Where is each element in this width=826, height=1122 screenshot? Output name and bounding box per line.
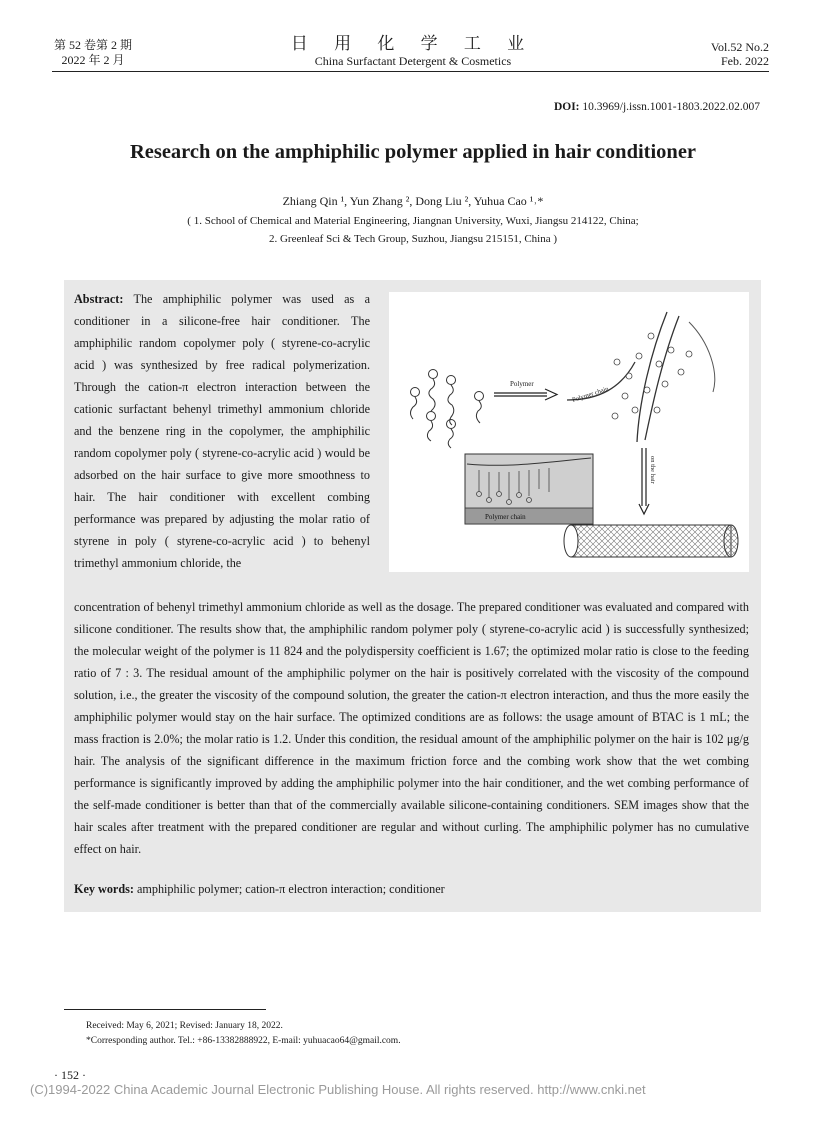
cation-circle [411,388,420,397]
abstract-column [74,288,370,574]
journal-title [260,34,566,69]
graphical-abstract-svg [389,292,749,572]
date-en: Feb. 2022 [721,54,769,68]
cation-circle [447,376,456,385]
abstract-label: Abstract: [74,292,124,306]
footnote-received: Received: May 6, 2021; Revised: January 18, 2022. [86,1021,283,1031]
cation-circle [427,412,436,421]
keywords-label: Key words: [74,882,134,896]
label-inset-chain: Polymer chain [485,513,526,521]
keywords [74,882,749,897]
down-arrow-head [639,504,649,514]
abstract-full-width: concentration of behenyl trimethyl ammonium chloride as well as the dosage. The prepared conditioner was evaluated and compared with silicone conditioner. The results show that, the amphiphilic random polymer poly ( styrene-co-acrylic acid ) is successfully synthesized; the molecular weight of the polymer is 11 824 and the polydispersity coefficient is 1.67; the optimized molar ratio is close to the feeding ratio of 7 : 3. The residual amount of the amphiphilic polymer on the hair is positively correlated with the viscosity of the compound solution, i.e., the greater the viscosity of the compound solution, the greater the cation-π electron interaction, and thus the more easily the amphiphilic polymer would stay on the hair surface. The optimized conditions are as follows: the usage amount of BTAC is 1 mL; the mass fraction is 2.0%; the molar ratio is 1.2. Under this condition, the residual amount of the amphiphilic polymer on the hair is 102 μg/g hair. The analysis of the significant difference in the maximum friction force and the combing work show that the wet combing performance is significantly improved by adding the amphiphilic polymer into the hair conditioner, and the wet combing performance of the self-made conditioner is better than that of the commercially available silicone-containing conditioners. SEM images show that the hair scales after treatment with the prepared conditioner are regular and without curling. The amphiphilic polymer has no cumulative effect on hair. [74,600,749,856]
journal-title-en: China Surfactant Detergent & Cosmetics [314,54,512,68]
label-chain: Polymer chain [571,385,610,404]
doi-line [554,101,760,113]
paper-title: Research on the amphiphilic polymer applied in hair conditioner [129,141,697,163]
volume-info [711,40,769,68]
footnote-rule [64,1009,266,1010]
hair-cylinder-body [571,525,731,557]
abstract-box [64,280,761,912]
graphical-abstract-figure [389,292,749,572]
issue-info [54,38,132,68]
cation-circle [429,370,438,379]
tail [411,397,417,419]
tail [448,385,454,425]
doi-label: DOI: [553,101,580,113]
copyright-watermark: (C)1994-2022 China Academic Journal Electronic Publishing House. All rights reserved. http://www.cnki.net [30,1082,646,1097]
volume: Vol.52 No.2 [710,40,769,54]
date-cn: 2022 年 2 月 [61,53,125,67]
header-rule [52,71,769,72]
page-number: · 152 · [54,1068,86,1082]
hair-strand-branch [689,322,715,392]
tail [429,379,435,411]
label-on-hair: on the hair [649,456,656,484]
footnote-corresponding: *Corresponding author. Tel.: +86-13382888922, E-mail: yuhuacao64@gmail.com. [86,1036,401,1046]
hair-cylinder-end [564,525,578,557]
anion-circle [475,392,484,401]
journal-title-cn: 日 用 化 学 工 业 [290,34,536,53]
doi-value[interactable]: 10.3969/j.issn.1001-1803.2022.02.007 [582,101,760,113]
hair-strand [637,312,667,442]
affiliation-2: 2. Greenleaf Sci & Tech Group, Suzhou, Jiangsu 215151, China ) [268,233,558,245]
issue-cn: 第 52 卷第 2 期 [54,38,133,52]
tail [448,429,453,448]
affiliation-1: ( 1. School of Chemical and Material Engineering, Jiangnan University, Wuxi, Jiangsu 214122, China; [187,215,639,227]
keywords-text: amphiphilic polymer; cation-π electron interaction; conditioner [136,882,445,896]
label-polymer: Polymer [510,380,534,388]
tail [427,421,432,441]
hair-strand [645,316,679,440]
tail [476,401,481,423]
abstract-column-text: The amphiphilic polymer was used as a conditioner in a silicone-free hair conditioner. The amphiphilic random copolymer poly ( styrene-co-acrylic acid ) was synthesized by free radical polymerization. Through the cation-π electron interaction between the cationic surfactant behenyl trimethyl ammonium chloride and the benzene ring in the copolymer, the amphiphilic random copolymer poly ( styrene-co-acrylic acid ) would be adsorbed on the hair surface to give more smoothness to hair. The hair conditioner with excellent combing performance was prepared by adjusting the molar ratio of styrene in poly ( styrene-co-acrylic acid ) to behenyl trimethyl ammonium chloride, the [74,292,370,570]
authors: Zhiang Qin ¹, Yun Zhang ², Dong Liu ², Yuhua Cao ¹˒* [282,194,544,208]
hair-cylinder-end [724,525,738,557]
arrow-head [545,389,557,400]
